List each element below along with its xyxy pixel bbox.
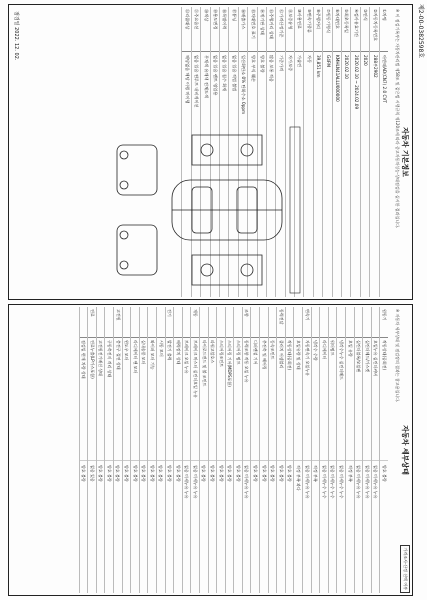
table-row: [79, 307, 88, 593]
item-cell: 고전원전기배선 상태: [97, 338, 105, 461]
item-cell: 동력조향 작동 오일 누유: [243, 338, 251, 461]
item-cell: 구동축전지 격리 상태: [105, 338, 113, 461]
item-cell: 브레이크 마스터 실린더오일 누유: [191, 338, 199, 461]
item-cell: 디퍼렌셜 기어: [252, 338, 260, 461]
table-row: [371, 307, 380, 593]
car-rear-view-icon: [117, 225, 157, 275]
status-cell: 양호 불량: [218, 465, 224, 482]
item-cell: 배력장치 상태: [174, 338, 182, 461]
car-top-view-icon: [172, 180, 282, 240]
table-row: [268, 307, 277, 593]
item-cell: 발전기 출력: [166, 338, 174, 461]
item-cell: 오일유량 및 상태: [294, 338, 302, 461]
row-label: ④검사유효기간: [351, 7, 359, 52]
detail-status-rows: [79, 307, 388, 593]
item-cell: 등속조인트: [269, 338, 277, 461]
detail-status-note: ※ 자동차 세부상태 및 점검장의 결과는 참고용입니다.: [395, 309, 400, 403]
row-label: ⑨변속기종류: [304, 7, 312, 52]
table-row: [208, 307, 217, 593]
category-cell: [183, 307, 191, 338]
status-cell: 양호 불량: [167, 465, 173, 482]
row-label: ⑳색상: [201, 7, 209, 52]
status-cell: 양호 불량: [141, 465, 147, 482]
table-row: [328, 307, 337, 593]
item-cell: 오일 유량: [346, 338, 354, 461]
item-cell: 라디에이터: [320, 338, 328, 461]
status-cell: 양호 불량: [253, 465, 258, 482]
table-row: [369, 7, 378, 297]
item-cell: 오일누유 실린더커버: [372, 338, 380, 461]
status-cell: 없음 미세누유 누유: [184, 465, 190, 499]
category-cell: [312, 307, 320, 338]
table-row: [354, 307, 363, 593]
category-cell: [105, 307, 113, 338]
detail-status-panel: [8, 304, 413, 596]
status-cell: 없음 미세누유 누유: [304, 465, 310, 499]
row-label: ⑭계기판 상태: [258, 7, 266, 52]
item-cell: 시동 모터: [157, 338, 165, 461]
table-row: [199, 307, 208, 593]
status-cell: 양호 불량: [227, 465, 233, 482]
status-cell: 양호 불량: [124, 465, 130, 482]
basic-info-note: ※ 이 점검기록부는 자동차관리법 제58조 및 같은법 시행규칙 제120조에 따라 중고자동차성능·상태점검을 실시한 결과입니다.: [395, 9, 400, 229]
row-label: ⑥차대번호: [333, 7, 341, 52]
table-row: [319, 307, 328, 593]
table-row: [251, 307, 260, 593]
category-cell: 제동: [191, 307, 199, 338]
category-cell: [269, 307, 277, 338]
row-label: ㉒리콜대상: [182, 7, 190, 52]
table-row: [332, 7, 341, 297]
row-label: ㉑주요옵션: [192, 7, 200, 52]
row-value: 없음 있음 렌트 영업용: [212, 55, 218, 96]
table-row: [379, 307, 388, 593]
table-row: [173, 307, 182, 593]
table-row: [96, 307, 105, 593]
row-value: 일산화탄소 0% 탄화수소 0ppm: [241, 55, 247, 115]
category-cell: [294, 307, 302, 338]
table-row: [362, 307, 371, 593]
basic-info-panel: [8, 4, 413, 300]
row-value: 많음 보통 적음: [269, 55, 275, 82]
item-cell: 냉각수 수량: [312, 338, 320, 461]
status-cell: 양호 불량: [287, 465, 293, 482]
table-row: [113, 307, 122, 593]
item-cell: 타이로드엔드 및 볼 조인트: [200, 338, 208, 461]
category-cell: [286, 307, 294, 338]
category-cell: 전기: [166, 307, 174, 338]
table-row: [139, 307, 148, 593]
table-row: [87, 307, 96, 593]
status-cell: 양호 불량: [381, 465, 387, 482]
status-cell: 양호 불량: [235, 465, 241, 482]
car-front-view-icon: [117, 145, 157, 195]
item-cell: 점검일 현재 차량 상태: [80, 338, 88, 461]
item-cell: 와이퍼 모터 기능: [148, 338, 156, 461]
table-row: [147, 307, 156, 593]
status-cell: 양호 불량: [175, 465, 181, 482]
item-cell: 파워고압호스: [209, 338, 217, 461]
category-cell: [226, 307, 234, 338]
row-label: ⑪보증유형: [286, 7, 294, 52]
status-cell: 양호 불량: [261, 465, 267, 482]
category-cell: [320, 307, 328, 338]
row-value: 없음 있음 침수 화재: [222, 55, 228, 92]
category-cell: [234, 307, 242, 338]
item-cell: 스티어링 펌프: [234, 338, 242, 461]
table-row: [242, 307, 251, 593]
item-cell: 냉각수누수 실린더헤드: [337, 338, 345, 461]
row-value: 없음 있음 적법 불법: [231, 55, 237, 92]
basic-info-title: 자동차 기본정보: [401, 127, 409, 177]
row-label: ⑤최초등록일: [342, 7, 350, 52]
item-cell: 워터펌프: [329, 338, 337, 461]
category-cell: [174, 307, 182, 338]
table-row: [233, 307, 242, 593]
row-value: 288부2902: [372, 55, 378, 78]
item-cell: 자동변속기 오일누유: [303, 338, 311, 461]
category-cell: [329, 307, 337, 338]
table-row: [302, 307, 311, 593]
status-cell: 없음 미세누수 누수: [321, 465, 327, 499]
table-row: [345, 307, 354, 593]
row-label: ⑰튜닝: [229, 7, 237, 52]
status-cell: 양호 불량: [98, 465, 104, 482]
table-row: [216, 307, 225, 593]
row-value: 자동: [306, 55, 312, 64]
status-cell: 양호 불량: [106, 465, 112, 482]
category-cell: [209, 307, 217, 338]
category-cell: [131, 307, 139, 338]
item-cell: 라디에이터 팬 모터: [131, 338, 139, 461]
item-cell: 윈도우 모터: [123, 338, 131, 461]
category-cell: [157, 307, 165, 338]
status-cell: 적정 부족: [347, 465, 353, 482]
item-cell: 스티어링조인트: [217, 338, 225, 461]
detail-status-title: 자동차 세부상태: [401, 425, 409, 475]
table-row: [341, 7, 350, 297]
category-cell: [252, 307, 260, 338]
row-value: 해당없음 해당 이행 미이행: [184, 55, 190, 104]
category-cell: [97, 307, 105, 338]
table-row: [303, 7, 312, 297]
item-cell: 실린더헤드/가스켓: [363, 338, 371, 461]
table-row: [313, 7, 322, 297]
row-value: 무채색 유채색 전체도색: [203, 55, 209, 99]
row-value: KMHLN41ALLU000000: [335, 55, 341, 102]
table-row: [350, 7, 359, 297]
row-label: ⑯배출가스: [239, 7, 247, 52]
table-row: [336, 307, 345, 593]
category-cell: [140, 307, 148, 338]
item-cell: 실린더블록/오일팬: [355, 338, 363, 461]
table-row: [182, 307, 191, 593]
row-label: ③연식: [361, 7, 369, 52]
price-check-tag: 가격조사·산정 선택 여부: [400, 545, 410, 593]
table-row: [379, 7, 388, 297]
row-value: 2020.02.10: [344, 55, 350, 79]
category-cell: [217, 307, 225, 338]
row-label: ⑲용도변경: [211, 7, 219, 52]
category-cell: [80, 307, 88, 338]
status-cell: 양호 불량: [210, 465, 216, 482]
item-cell: 추진축 및 베어링: [260, 338, 268, 461]
status-cell: 양호 불량: [149, 465, 155, 482]
status-cell: 양호 불량: [81, 465, 87, 482]
car-side-view-left-icon: [192, 135, 262, 165]
table-row: [156, 307, 165, 593]
row-value: 기준가격: [278, 55, 284, 72]
row-value: G4FM: [325, 55, 331, 67]
item-cell: 브레이크 오일 누유: [183, 338, 191, 461]
category-cell: [372, 307, 380, 338]
table-row: [104, 307, 113, 593]
table-row: [293, 307, 302, 593]
row-label: ⑮차대번호 표기: [248, 7, 256, 52]
item-cell: 클러치 어셈블리: [277, 338, 285, 461]
category-cell: [260, 307, 268, 338]
category-cell: [148, 307, 156, 338]
row-label: ⑱특별이력: [220, 7, 228, 52]
table-row: [360, 7, 369, 297]
row-label: ⑫가격산정기준: [276, 7, 284, 52]
row-value: 없음 있음 썬루프 내비게이션: [194, 55, 200, 108]
table-row: [190, 307, 199, 593]
category-cell: [346, 307, 354, 338]
status-cell: 적정 부족: [313, 465, 319, 482]
item-cell: 실내송풍 모터: [140, 338, 148, 461]
status-cell: 양호 불량: [201, 465, 207, 482]
row-label: ⑦원동기형식: [323, 7, 331, 52]
row-label: ⑧주행거리: [314, 7, 322, 52]
row-label: ①차명: [380, 7, 388, 52]
status-cell: 없음 미세누유 누유: [356, 465, 362, 499]
category-cell: 조향: [243, 307, 251, 338]
category-cell: 원동기: [380, 307, 388, 338]
document-number: 제2-00-0382598호: [417, 4, 424, 59]
item-cell: 작동상태(공회전): [380, 338, 388, 461]
table-row: [130, 307, 139, 593]
category-cell: [355, 307, 363, 338]
table-row: [259, 307, 268, 593]
vehicle-diagram: [102, 125, 302, 295]
category-cell: [337, 307, 345, 338]
status-cell: 없음 미세누유 누유: [364, 465, 370, 499]
item-cell: 작동상태(공회전): [286, 338, 294, 461]
category-cell: [363, 307, 371, 338]
status-cell: 없음 있음: [89, 465, 95, 482]
row-value: 자가보증: [288, 55, 294, 72]
inspection-date: 점검일 2022. 12. 02.: [13, 11, 19, 61]
row-label: ⑬주행거리 상태: [267, 7, 275, 52]
table-row: [225, 307, 234, 593]
category-cell: [123, 307, 131, 338]
row-value: 아반떼AD(CN7) 2.0 CVT: [382, 55, 387, 103]
row-label: ②자동차등록번호: [370, 7, 378, 52]
row-label: ⑩사용연료: [295, 7, 303, 52]
status-cell: 양호 불량: [132, 465, 138, 482]
row-value: 39,851 km: [316, 55, 322, 78]
row-value: 양호 불량: [259, 55, 265, 73]
status-cell: 없음 미세누유 누유: [373, 465, 379, 499]
status-cell: 양호 불량: [270, 465, 276, 482]
status-cell: 없음 미세누유 누유: [244, 465, 250, 499]
item-cell: 스티어링 기어(MDPS포함): [226, 338, 234, 461]
item-cell: 충전구 절연 상태: [114, 338, 122, 461]
row-value: 2020: [363, 55, 369, 66]
table-row: [311, 307, 320, 593]
status-cell: 없음 미세누수 누수: [338, 465, 344, 499]
table-row: [322, 7, 331, 297]
table-row: [122, 307, 131, 593]
category-cell: 고전원: [114, 307, 122, 338]
table-row: [165, 307, 174, 593]
category-cell: 변속기: [303, 307, 311, 338]
category-cell: [200, 307, 208, 338]
status-cell: 없음 미세누유 누유: [192, 465, 198, 499]
row-value: 2020.02.10 ~ 2024.02.09: [353, 55, 359, 110]
table-row: [276, 307, 285, 593]
row-value: 양호 부식 훼손: [250, 55, 256, 82]
category-cell: 연료: [88, 307, 96, 338]
status-cell: 없음 미세누수 누수: [330, 465, 336, 499]
item-cell: 연료누출(LP가스포함): [88, 338, 96, 461]
car-side-view-right-icon: [192, 255, 262, 285]
status-cell: 양호 불량: [115, 465, 121, 482]
table-row: [285, 307, 294, 593]
row-value: 가솔린: [297, 55, 303, 68]
status-cell: 양호 불량: [158, 465, 164, 482]
status-cell: 양호 불량: [278, 465, 284, 482]
status-cell: 적정 부족 과다: [295, 465, 301, 491]
category-cell: 동력전달: [277, 307, 285, 338]
